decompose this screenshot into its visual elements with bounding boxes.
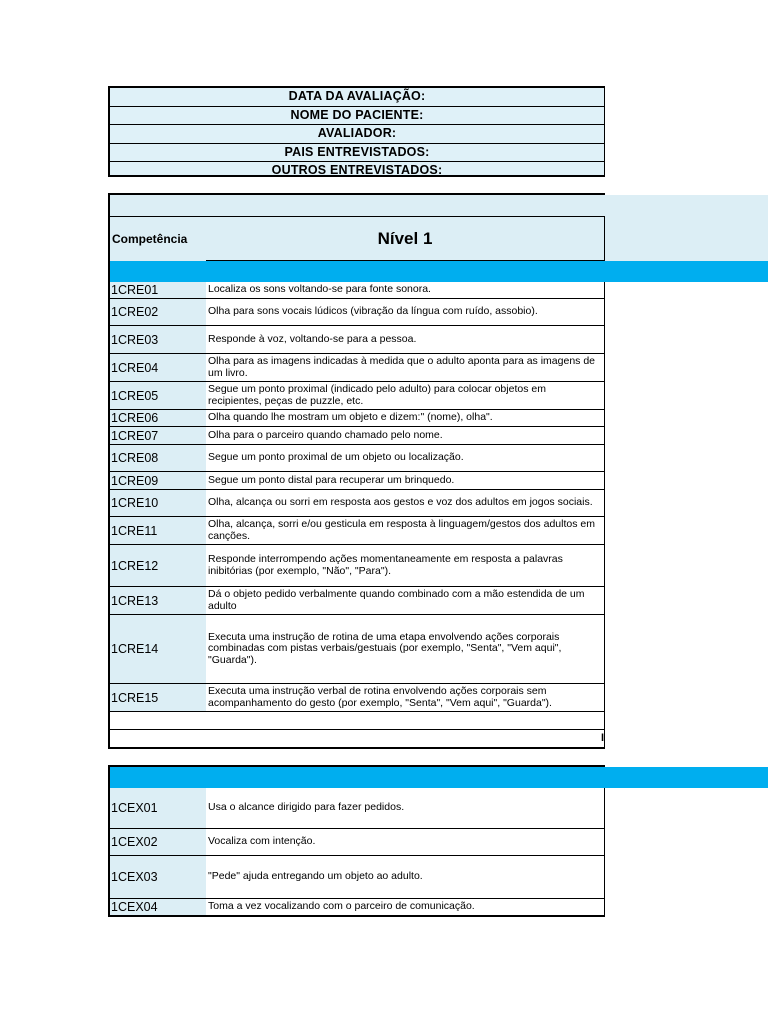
- competency-row-code: 1CRE09: [110, 472, 207, 490]
- competency-row-description: Olha quando lhe mostram um objeto e dizem:" (nome), olha".: [206, 410, 605, 427]
- competency-row-code: 1CRE06: [110, 410, 207, 427]
- competency-row-code: 1CRE10: [110, 490, 207, 517]
- competency-row-description: Olha para as imagens indicadas à medida que o adulto aponta para as imagens de um livro.: [206, 354, 605, 382]
- competency-row-description: Olha, alcança, sorri e/ou gesticula em resposta à linguagem/gestos dos adultos em canções.: [206, 517, 605, 545]
- competency-row-code: 1CRE03: [110, 326, 207, 354]
- competency-row-code: 1CRE11: [110, 517, 207, 545]
- field-data-avaliacao: DATA DA AVALIAÇÃO:: [110, 88, 604, 107]
- competency-row-description: Responde à voz, voltando-se para a pessoa.: [206, 326, 605, 354]
- competency-row-description: Segue um ponto proximal (indicado pelo adulto) para colocar objetos em recipientes, peças de puzzle, etc.: [206, 382, 605, 410]
- section1-top-border: [108, 193, 605, 195]
- competency-row-description: Responde interrompendo ações momentaneamente em resposta a palavras inibitórias (por exemplo, "Não", "Para").: [206, 545, 605, 587]
- competency-row-code: 1CEX04: [110, 899, 207, 916]
- competency-row-description: Olha, alcança ou sorri em resposta aos gestos e voz dos adultos em jogos sociais.: [206, 490, 605, 517]
- competency-row-code: 1CRE14: [110, 615, 207, 684]
- competency-row-code: 1CEX01: [110, 788, 207, 829]
- competency-row-code: 1CRE01: [110, 282, 207, 299]
- competency-row-description: Vocaliza com intenção.: [206, 829, 605, 856]
- section2-left-border: [108, 765, 110, 917]
- competency-row-code: 1CEX03: [110, 856, 207, 899]
- competency-row-description: "Pede" ajuda entregando um objeto ao adulto.: [206, 856, 605, 899]
- field-outros-entrevistados: OUTROS ENTREVISTADOS:: [271, 163, 443, 178]
- competency-row-description: Toma a vez vocalizando com o parceiro de comunicação.: [206, 899, 605, 916]
- competency-row-description: Localiza os sons voltando-se para fonte sonora.: [206, 282, 605, 299]
- competency-row-description: Segue um ponto proximal de um objeto ou localização.: [206, 445, 605, 472]
- section1-total-row: [110, 730, 605, 747]
- section1-bottom-border: [108, 747, 605, 749]
- competency-row-code: 1CRE05: [110, 382, 207, 410]
- competency-row-code: 1CRE12: [110, 545, 207, 587]
- competency-row-description: Usa o alcance dirigido para fazer pedidos.: [206, 788, 605, 829]
- field-nome-paciente: NOME DO PACIENTE:: [110, 107, 604, 126]
- competency-row-description: Executa uma instrução de rotina de uma etapa envolvendo ações corporais combinadas com pistas verbais/gestuais (por exemplo, "Senta", "Vem aqui", "Guarda").: [206, 615, 605, 684]
- competency-row-description: Segue um ponto distal para recuperar um brinquedo.: [206, 472, 605, 490]
- competency-row-description: Olha para o parceiro quando chamado pelo nome.: [206, 427, 605, 445]
- section1-truncated-label: I: [601, 732, 605, 744]
- section1-category-band: [110, 261, 768, 282]
- competency-row-code: 1CRE08: [110, 445, 207, 472]
- competency-row-description: Olha para sons vocais lúdicos (vibração da língua com ruído, assobio).: [206, 299, 605, 326]
- patient-info-block: [108, 86, 605, 177]
- nivel-header: Nível 1: [206, 216, 605, 261]
- competency-row-description: Dá o objeto pedido verbalmente quando combinado com a mão estendida de um adulto: [206, 587, 605, 615]
- competency-row-description: Executa uma instrução verbal de rotina envolvendo ações corporais sem acompanhamento do gesto (por exemplo, "Senta", "Vem aqui", "Guarda").: [206, 684, 605, 712]
- competencia-header: Competência: [110, 216, 207, 261]
- section1-blank-row: [110, 712, 605, 730]
- section1-left-border: [108, 193, 110, 749]
- section2-category-band: [110, 767, 768, 788]
- competency-row-code: 1CRE04: [110, 354, 207, 382]
- field-pais-entrevistados: PAIS ENTREVISTADOS:: [110, 144, 604, 163]
- competency-row-code: 1CRE13: [110, 587, 207, 615]
- field-avaliador: AVALIADOR:: [110, 125, 604, 144]
- competency-row-code: 1CRE07: [110, 427, 207, 445]
- competency-row-code: 1CEX02: [110, 829, 207, 856]
- competency-row-code: 1CRE02: [110, 299, 207, 326]
- competency-row-code: 1CRE15: [110, 684, 207, 712]
- section2-bottom-border: [108, 916, 605, 917]
